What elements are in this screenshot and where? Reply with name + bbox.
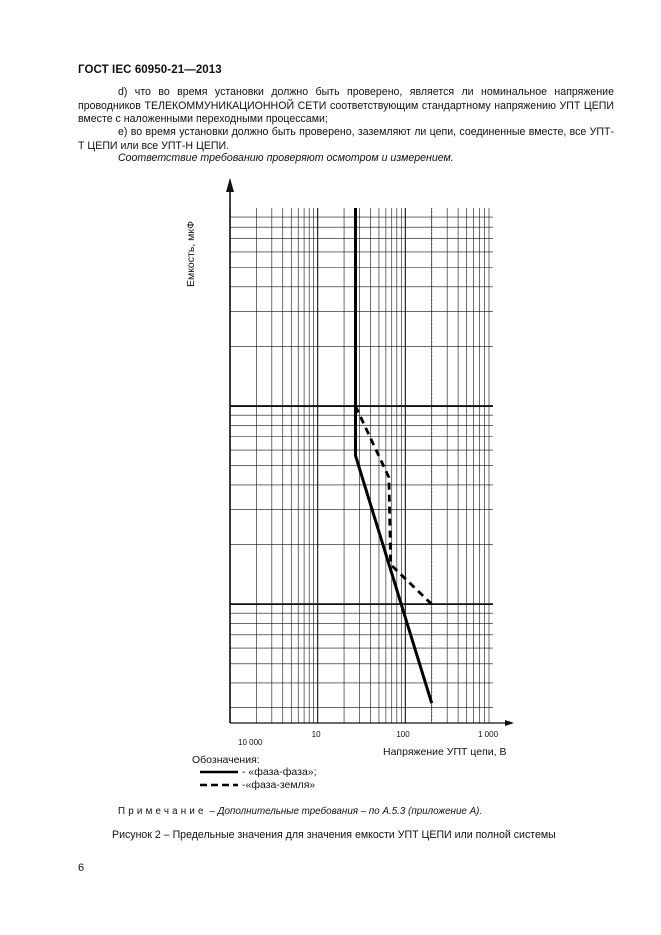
figure-caption: Рисунок 2 – Предельные значения для значения емкости УПТ ЦЕПИ или полной системы <box>112 829 556 841</box>
compliance-statement: Соответствие требованию проверяют осмотром и измерением. <box>118 152 454 164</box>
note-text: – Дополнительные требования – по А.5.3 (приложение А). <box>206 806 483 817</box>
x-tick-label: 10 000 <box>238 738 263 747</box>
paragraph-item-d: d) что во время установки должно быть проверено, является ли номинальное напряжение проводников ТЕЛЕКОММУНИКАЦИОННОЙ СЕТИ соответствующим стандартному напряжению УПТ ЦЕПИ вместе с наложенными переходными процессами; <box>78 86 614 125</box>
series-line-phase-phase <box>356 208 432 703</box>
chart-series <box>356 208 432 703</box>
document-header: ГОСТ IEC 60950-21—2013 <box>78 64 222 76</box>
page-number: 6 <box>78 862 85 874</box>
note-prefix: Примечание <box>118 806 207 817</box>
y-axis-label-wrap <box>161 205 241 295</box>
y-axis-arrow <box>226 178 234 192</box>
legend-item-phase-earth: -«фаза-земля» <box>242 779 316 791</box>
chart-axes <box>226 178 514 726</box>
chart-grid <box>230 208 493 723</box>
x-tick-label: 100 <box>396 730 410 739</box>
paragraph-item-e: e) во время установки должно быть проверено, заземляют ли цепи, соединенные вместе, все УПТ-Т ЦЕПИ или все УПТ-Н ЦЕПИ. <box>78 126 614 152</box>
legend-lines <box>200 772 238 785</box>
figure-note <box>118 806 482 817</box>
x-tick-label: 1 000 <box>478 730 499 739</box>
y-axis-label: Емкость, мкФ <box>185 221 197 287</box>
legend-item-phase-phase: - «фаза-фаза»; <box>242 766 317 778</box>
legend-title: Обозначения: <box>192 754 260 766</box>
x-tick-label: 10 <box>311 730 321 739</box>
x-axis-arrow <box>505 720 514 726</box>
x-axis-label: Напряжение УПТ цепи, В <box>383 746 507 758</box>
